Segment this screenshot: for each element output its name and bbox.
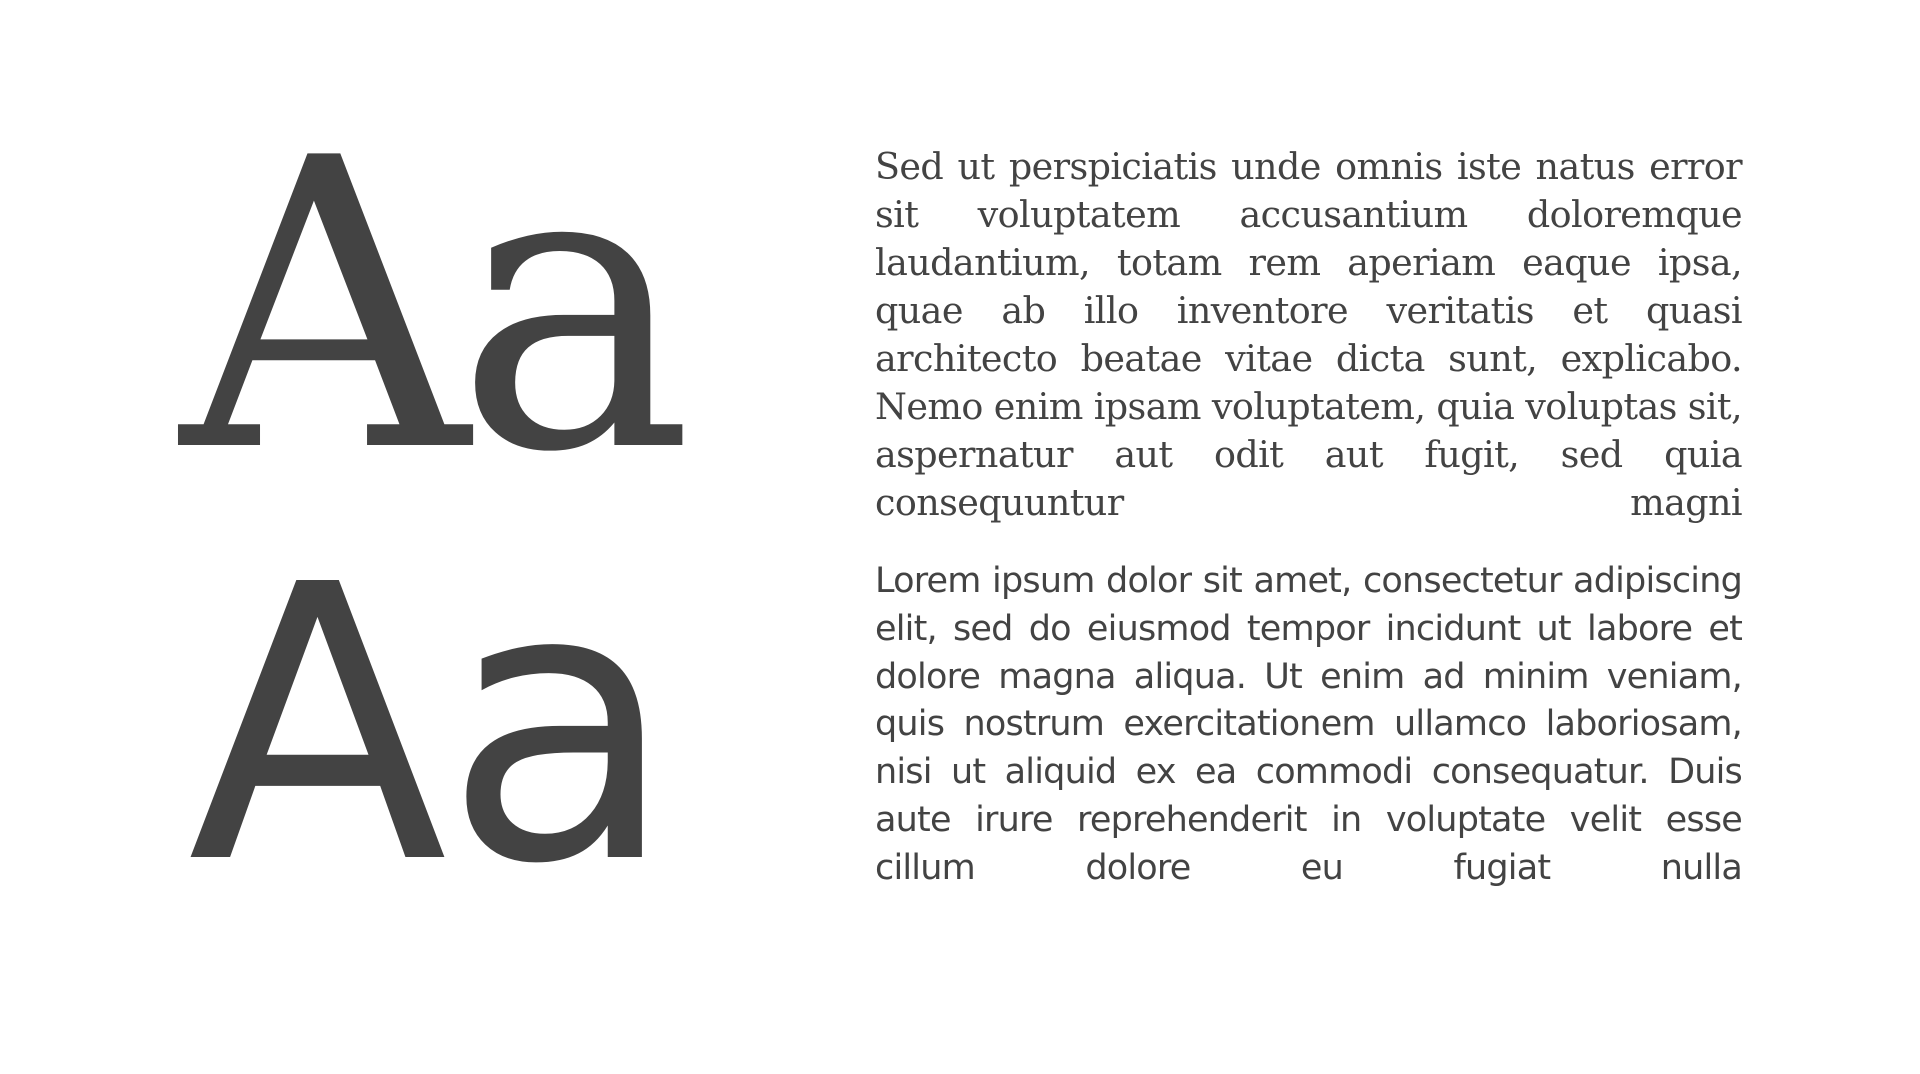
serif-specimen-text: Aa <box>180 75 680 540</box>
serif-specimen <box>0 75 860 540</box>
sans-sample-paragraph: Lorem ipsum dolor sit amet, consectetur adipiscing elit, sed do eiusmod tempor incidunt ut labore et dolore magna aliqua. Ut enim ad minim veniam, quis nostrum exercitationem ullamco laboriosam, nisi ut aliquid ex ea commodi consequatur. Duis aute irure reprehenderit in voluptate velit esse cillum dolore eu fugiat nulla <box>875 561 1742 888</box>
sans-specimen <box>0 504 860 948</box>
sans-specimen-text: Aa <box>187 504 673 948</box>
serif-sample-paragraph: Sed ut perspiciatis unde omnis iste natus error sit voluptatem accusantium doloremque laudantium, totam rem aperiam eaque ipsa, quae ab illo inventore veritatis et quasi architecto beatae vitae dicta sunt, explicabo. Nemo enim ipsam voluptatem, quia voluptas sit, aspernatur aut odit aut fugit, sed quia consequuntur magni <box>875 145 1743 524</box>
